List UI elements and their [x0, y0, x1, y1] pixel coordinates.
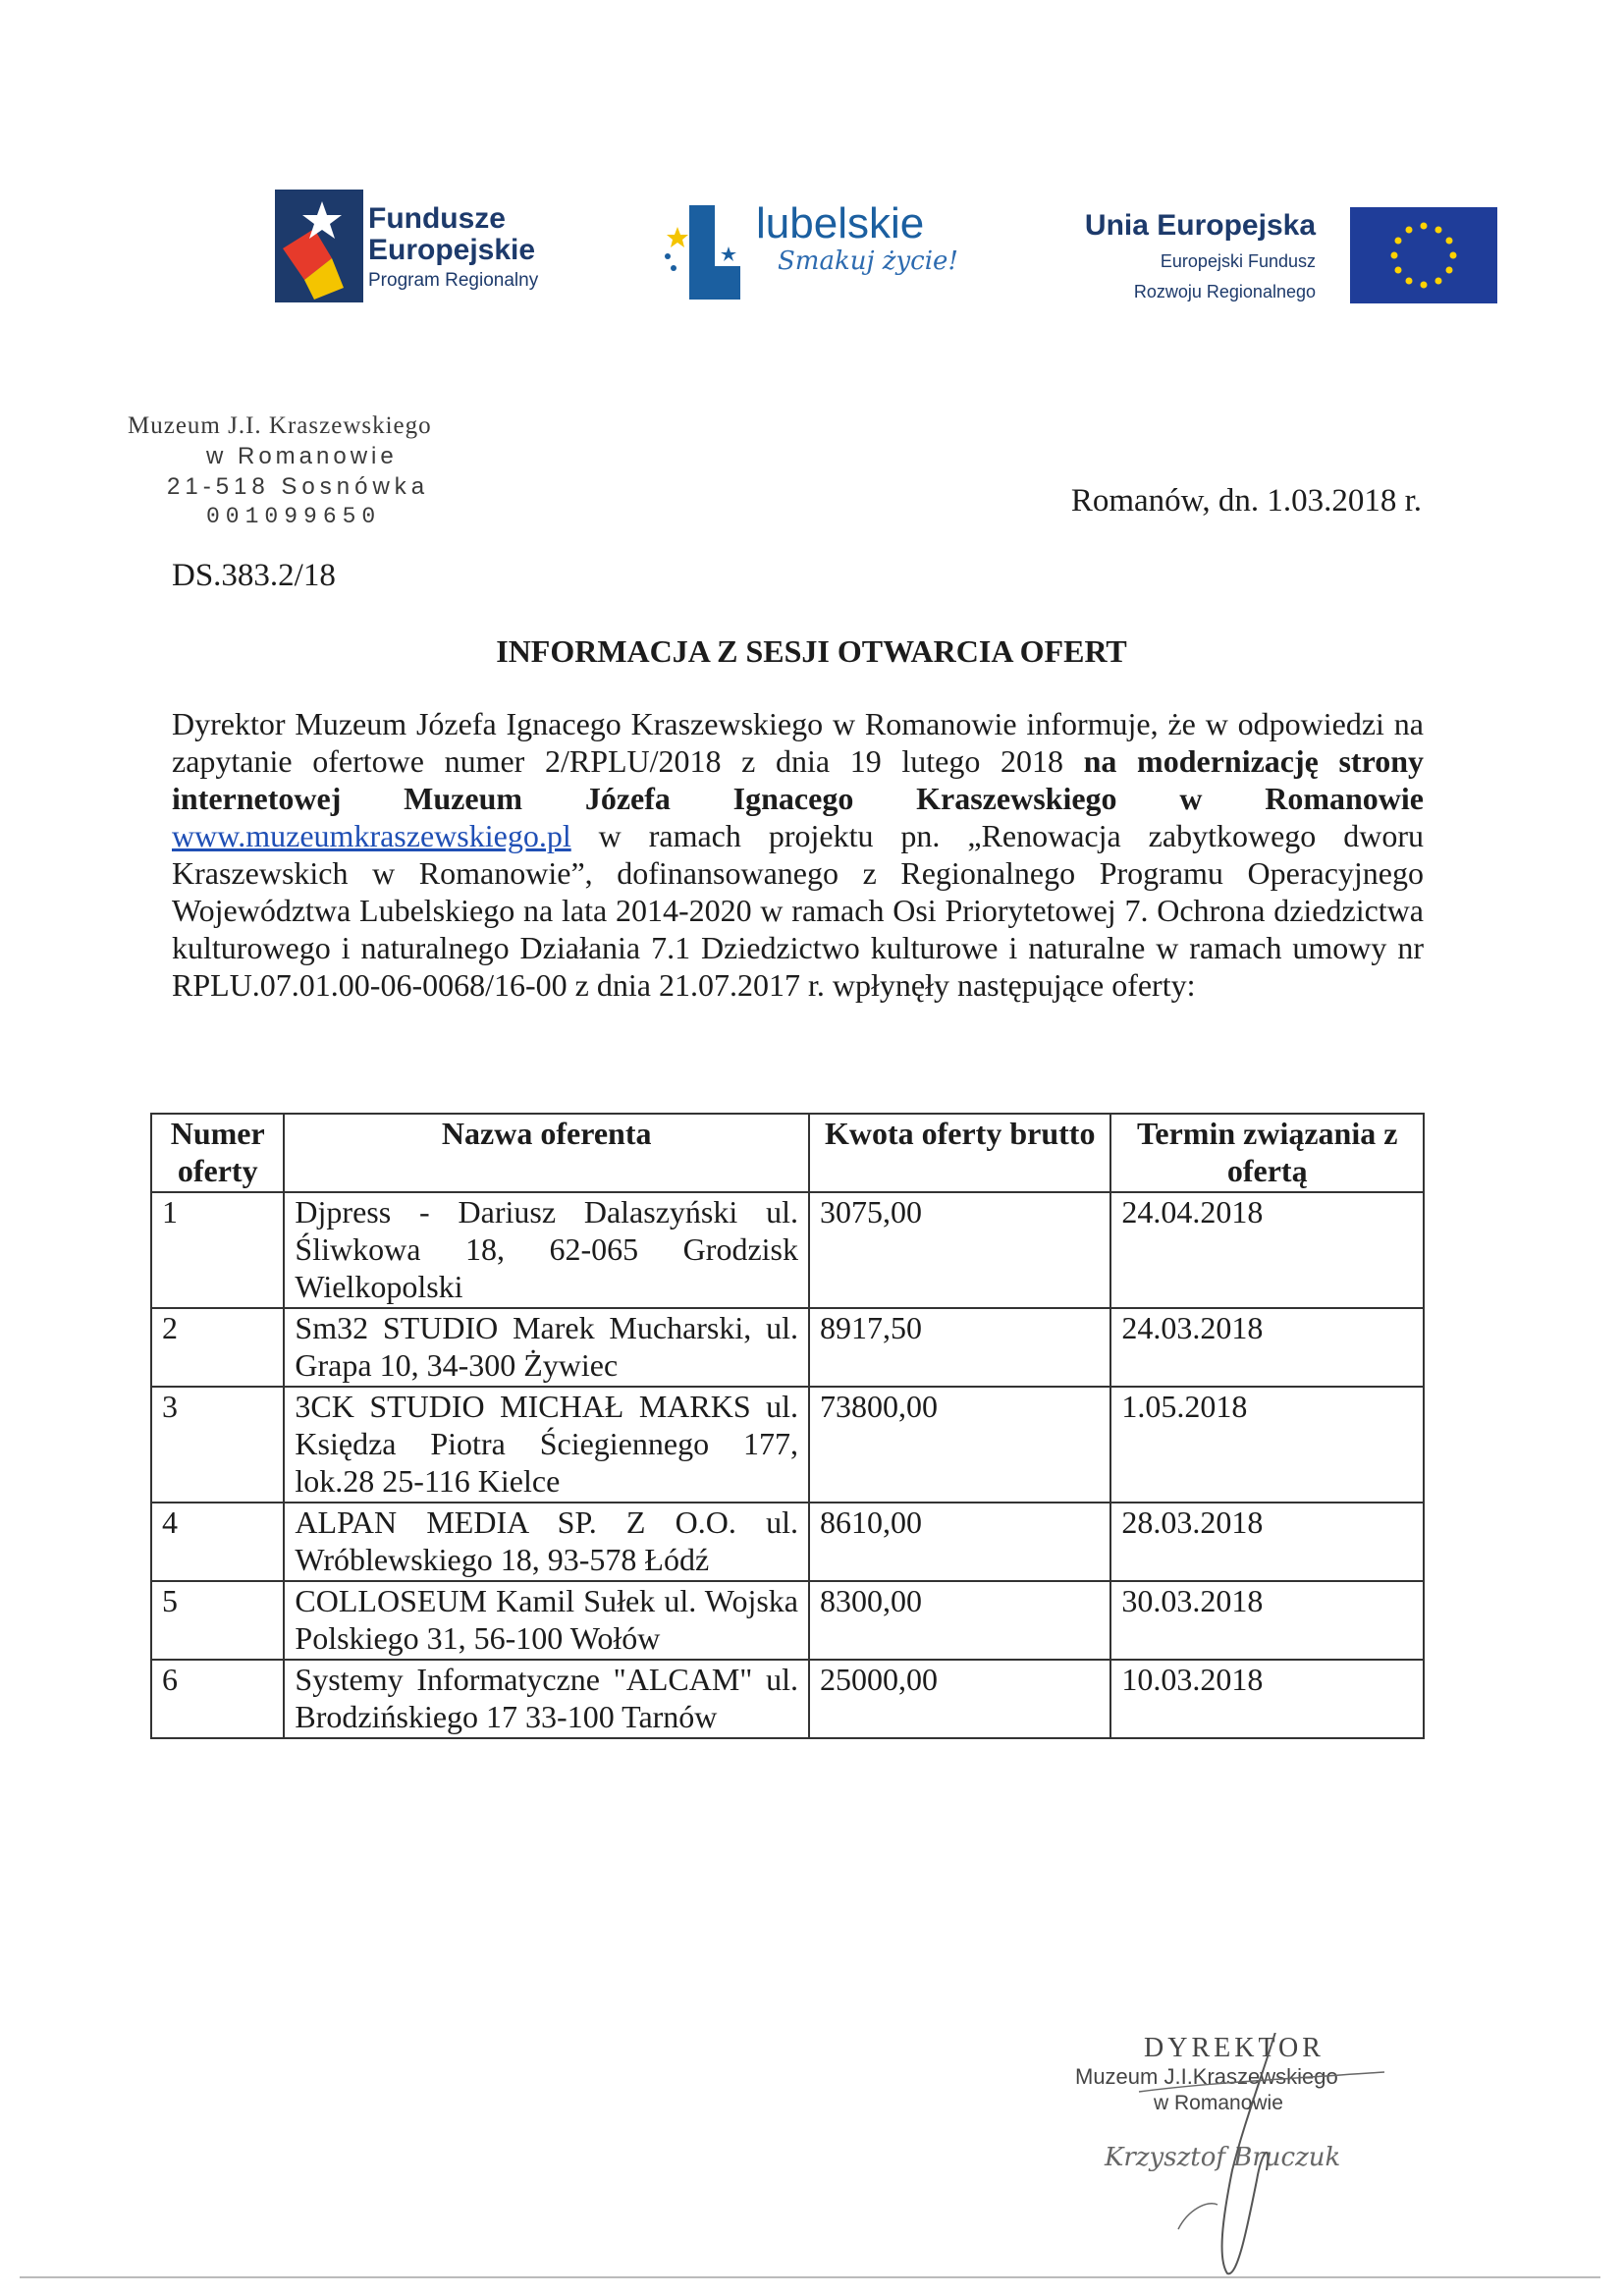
offer-term: 28.03.2018	[1110, 1503, 1424, 1581]
offer-number: 5	[151, 1581, 284, 1660]
body-text-1: Dyrektor Muzeum Józefa Ignacego Kraszewskiego w Romanowie informuje, że w odpowiedzi na zapytanie ofertowe numer 2/RPLU/2018 z dnia 19 lutego 2018	[172, 706, 1424, 779]
unia-europejska-text	[1041, 209, 1316, 303]
table-row	[151, 1308, 1424, 1387]
offer-term: 24.04.2018	[1110, 1192, 1424, 1308]
bidder-name: Sm32 STUDIO Marek Mucharski, ul. Grapa 10, 34-300 Żywiec	[284, 1308, 809, 1387]
stamp-line-3: 21-518 Sosnówka	[167, 473, 430, 500]
offer-term: 1.05.2018	[1110, 1387, 1424, 1503]
ue-sub-1: Europejski Fundusz	[1160, 251, 1316, 271]
fe-subtitle: Program Regionalny	[368, 270, 539, 291]
offer-amount: 8610,00	[809, 1503, 1110, 1581]
handwritten-signature-icon	[1060, 2033, 1394, 2278]
offer-term: 10.03.2018	[1110, 1660, 1424, 1738]
offer-number: 6	[151, 1660, 284, 1738]
ue-title: Unia Europejska	[1084, 209, 1316, 242]
lubelskie-tagline: Smakuj życie!	[778, 246, 958, 276]
bidder-name: Systemy Informatyczne "ALCAM" ul. Brodzińskiego 17 33-100 Tarnów	[284, 1660, 809, 1738]
offer-amount: 8917,50	[809, 1308, 1110, 1387]
bidder-name: 3CK STUDIO MICHAŁ MARKS ul. Księdza Piotra Ściegiennego 177, lok.28 25-116 Kielce	[284, 1387, 809, 1503]
fe-title-2: Europejskie	[368, 234, 536, 266]
header-bidder-name: Nazwa oferenta	[284, 1114, 809, 1192]
lubelskie-logo	[658, 197, 746, 305]
body-text-2: w ramach projektu pn. „Renowacja zabytkowego dworu Kraszewskich w Romanowie”, dofinansowanego z Regionalnego Programu Operacyjnego Województwa Lubelskiego na lata 2014-2020 w ramach Osi Priorytetowej 7. Ochrona dziedzictwa kulturowego i naturalnego Działania 7.1 Dziedzictwo kulturowe i naturalne w ramach umowy nr RPLU.07.01.00-06-0068/16-00 z dnia 21.07.2017 r. wpłynęły następujące oferty:	[172, 818, 1424, 1003]
bidder-name: Djpress - Dariusz Dalaszyński ul. Śliwkowa 18, 62-065 Grodzisk Wielkopolski	[284, 1192, 809, 1308]
ue-sub-2: Rozwoju Regionalnego	[1133, 282, 1316, 301]
fe-title-1: Fundusze	[368, 202, 506, 235]
header-binding-term: Termin związania z ofertą	[1110, 1114, 1424, 1192]
document-heading: INFORMACJA Z SESJI OTWARCIA OFERT	[496, 633, 1127, 669]
stamp-line-1: Muzeum J.I. Kraszewskiego	[128, 412, 432, 439]
header-offer-number: Numer oferty	[151, 1114, 284, 1192]
fundusze-europejskie-text	[368, 203, 538, 292]
signature-stamp-line-2: w Romanowie	[1154, 2092, 1283, 2114]
bidder-name: COLLOSEUM Kamil Sułek ul. Wojska Polskiego 31, 56-100 Wołów	[284, 1581, 809, 1660]
offer-amount: 8300,00	[809, 1581, 1110, 1660]
signature-name: Krzysztof Bruczuk	[1105, 2143, 1341, 2172]
offer-amount: 3075,00	[809, 1192, 1110, 1308]
table-row	[151, 1387, 1424, 1503]
offer-term: 30.03.2018	[1110, 1581, 1424, 1660]
offer-number: 2	[151, 1308, 284, 1387]
eu-flag-icon	[1350, 207, 1497, 303]
offers-table	[150, 1113, 1425, 1739]
lubelskie-title: lubelskie	[756, 199, 925, 247]
offer-term: 24.03.2018	[1110, 1308, 1424, 1387]
table-row	[151, 1660, 1424, 1738]
bidder-name: ALPAN MEDIA SP. Z O.O. ul. Wróblewskiego 18, 93-578 Łódź	[284, 1503, 809, 1581]
reference-number: DS.383.2/18	[172, 558, 336, 593]
lubelskie-text	[756, 201, 958, 276]
offer-number: 3	[151, 1387, 284, 1503]
offer-number: 4	[151, 1503, 284, 1581]
stamp-line-2: w Romanowie	[206, 443, 398, 469]
institution-stamp	[128, 410, 432, 532]
table-row	[151, 1192, 1424, 1308]
offer-number: 1	[151, 1192, 284, 1308]
fundusze-europejskie-logo	[275, 190, 363, 302]
document-date: Romanów, dn. 1.03.2018 r.	[1070, 483, 1422, 519]
body-bold-text: na modernizację strony internetowej Muzeum Józefa Ignacego Kraszewskiego w Romanowie	[172, 743, 1425, 816]
offer-amount: 25000,00	[809, 1660, 1110, 1738]
table-row	[151, 1581, 1424, 1660]
museum-website-link[interactable]: www.muzeumkraszewskiego.pl	[172, 818, 571, 853]
signature-title: DYREKTOR	[1144, 2033, 1325, 2063]
signature-stamp-line-1: Muzeum J.I.Kraszewskiego	[1075, 2064, 1338, 2089]
table-row	[151, 1503, 1424, 1581]
body-paragraph	[172, 705, 1424, 1004]
page-bottom-divider	[20, 2276, 1600, 2278]
logo-strip	[265, 182, 1502, 319]
offer-amount: 73800,00	[809, 1387, 1110, 1503]
table-header-row	[151, 1114, 1424, 1192]
header-gross-amount: Kwota oferty brutto	[809, 1114, 1110, 1192]
stamp-line-4: 001099650	[206, 504, 382, 529]
